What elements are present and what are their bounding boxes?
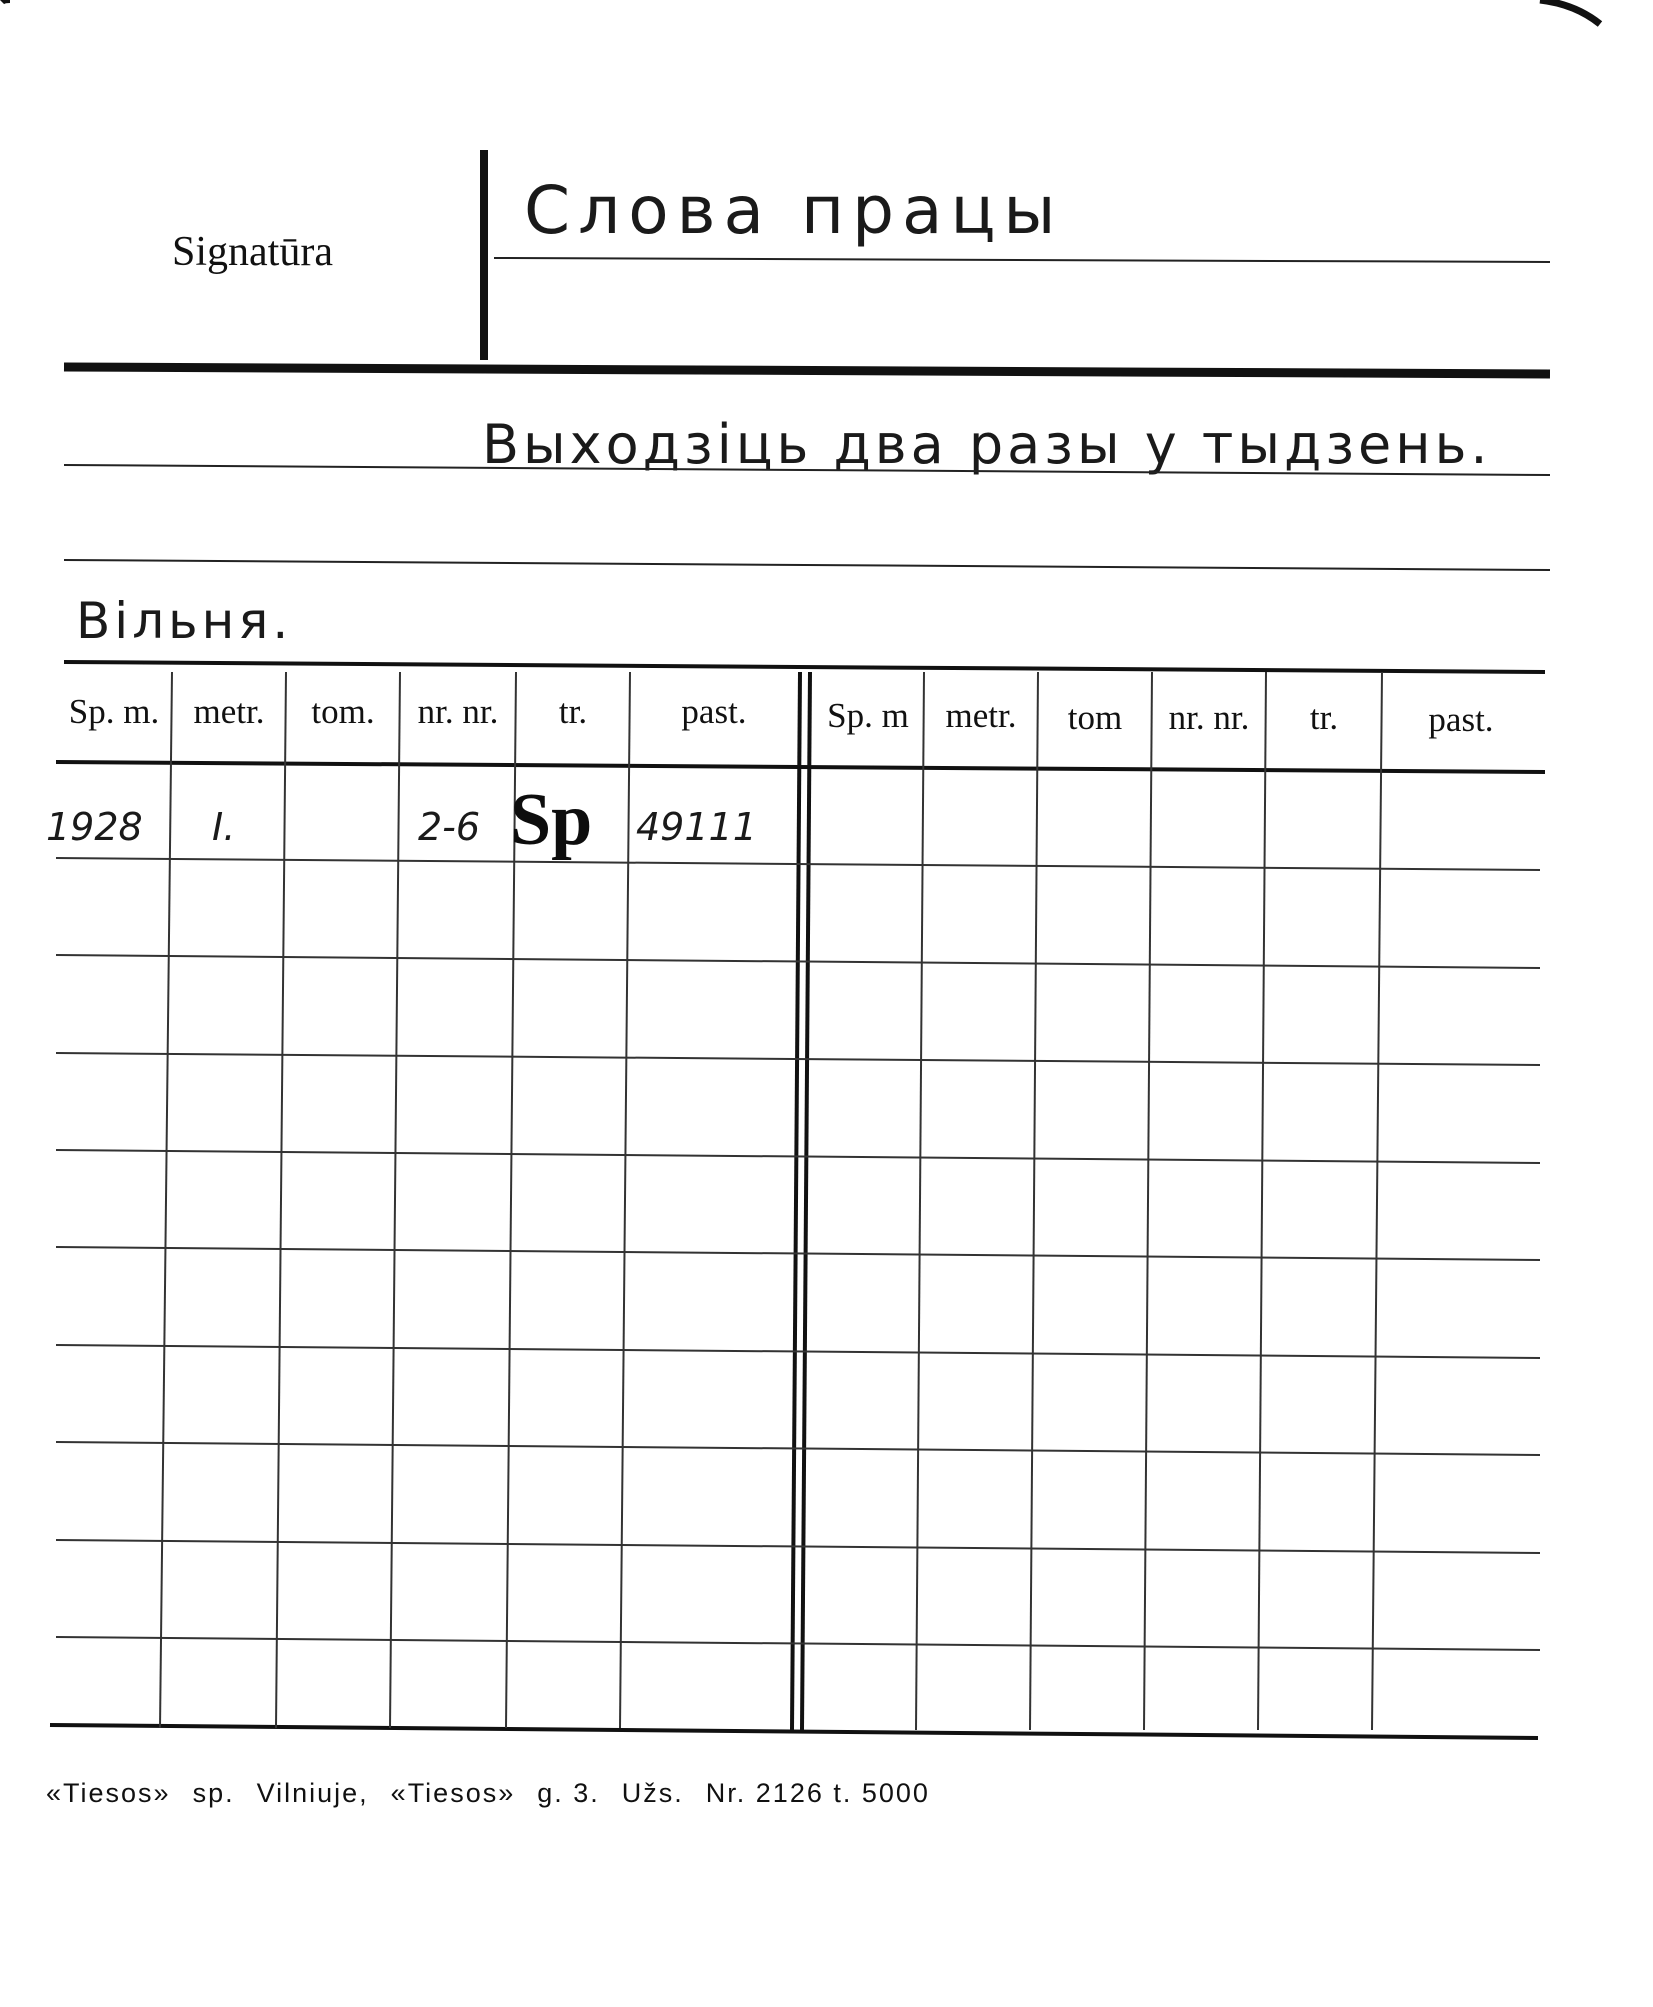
header-nr-nr-right: nr. nr. bbox=[1168, 698, 1250, 737]
imprint-part: Užs. bbox=[621, 1778, 684, 1808]
handwritten-frequency: Выходзіць два разы у тыдзень. bbox=[482, 413, 1492, 476]
header-tr-left: tr. bbox=[558, 692, 588, 731]
header-sp-m-left: Sp. m. bbox=[68, 692, 160, 731]
cell-tr-stamp: Sp bbox=[510, 779, 593, 861]
cell-metr: I. bbox=[212, 805, 236, 849]
header-sp-m-right: Sp. m bbox=[827, 696, 909, 735]
handwritten-city: Вільня. bbox=[76, 592, 293, 650]
header-tr-right: tr. bbox=[1309, 698, 1339, 737]
header-tom-right: tom bbox=[1067, 698, 1123, 737]
cell-sp-m: 1928 bbox=[46, 805, 143, 849]
cell-nr-nr: 2-6 bbox=[418, 805, 481, 849]
imprint-part: g. 3. bbox=[537, 1778, 600, 1808]
header-past-right: past. bbox=[1428, 700, 1494, 739]
signature-label: Signatūra bbox=[172, 229, 333, 275]
header-metr-right: metr. bbox=[945, 696, 1017, 735]
imprint-part: Vilniuje, bbox=[256, 1778, 369, 1808]
column-lines bbox=[160, 672, 1382, 1730]
handwritten-title: Слова працы bbox=[524, 172, 1064, 249]
header-nr-nr-left: nr. nr. bbox=[417, 692, 499, 731]
header-metr-left: metr. bbox=[193, 692, 265, 731]
imprint-part: sp. bbox=[192, 1778, 235, 1808]
imprint-part: «Tiesos» bbox=[390, 1778, 516, 1808]
cell-past: 49111 bbox=[636, 805, 757, 849]
header-past-left: past. bbox=[681, 692, 747, 731]
header-tom-left: tom. bbox=[311, 692, 375, 731]
imprint-part: «Tiesos» bbox=[46, 1778, 171, 1808]
printer-imprint bbox=[46, 1778, 952, 1809]
imprint-part: Nr. 2126 t. 5000 bbox=[705, 1778, 930, 1808]
